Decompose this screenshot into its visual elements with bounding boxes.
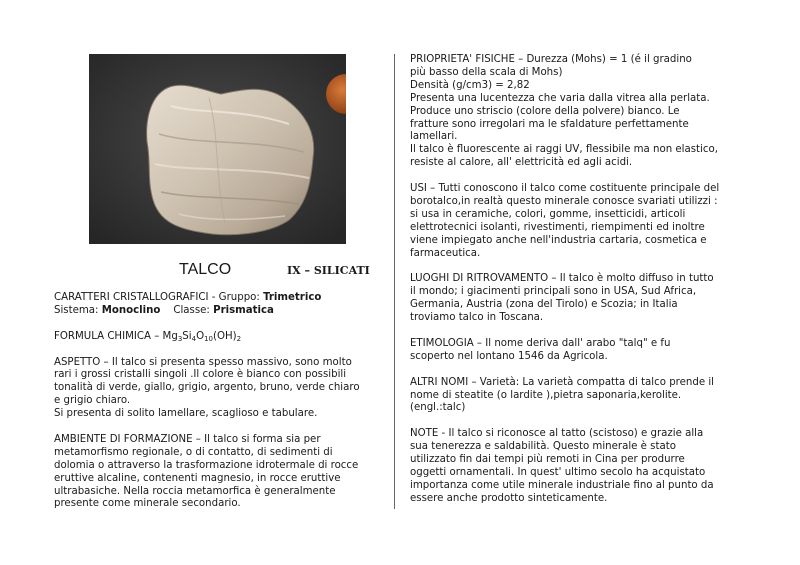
text-line: Presenta una lucentezza che varia dalla vitrea alla perlata. [410,92,710,104]
caratteri-cristallografici [54,292,379,318]
text-line: e grigio chiaro. [54,395,131,407]
text-line: più basso della scala di Mohs) [410,66,563,78]
formula-sub: 10 [204,334,214,343]
text-line: tonalità di verde, giallo, grigio, argento, bruno, verde chiaro [54,382,360,394]
altri-nomi-section [410,377,735,416]
text-line: Si presenta di solito lamellare, scaglioso e tabulare. [54,408,318,420]
text-line: presente come minerale secondario. [54,498,241,510]
formula-chimica [54,331,379,344]
text-line: LUOGHI DI RITROVAMENTO – Il talco è molto diffuso in tutto [410,273,714,285]
text-line: eruttive alcaline, contenenti magnesio, in rocce eruttive [54,472,341,484]
formula-part: Si [182,330,192,342]
text-line: si usa in ceramiche, colori, gomme, insetticidi, articoli [410,208,686,220]
text-line: metamorfismo regionale, o di contatto, di sedimenti di [54,446,333,458]
text-line: dolomia o attraverso la trasformazione idrotermale di rocce [54,459,359,471]
text-line: fratture sono irregolari ma le sfaldature perfettamente [410,118,689,130]
right-column [410,54,735,506]
text-line: NOTE - Il talco si riconosce al tatto (scistoso) e grazie alla [410,428,704,440]
text-line: troviamo talco in Toscana. [410,312,544,324]
sistema-label: Sistema: [54,304,102,316]
formula-part: O [196,330,205,342]
text-line: Germania, Austria (zona del Tirolo) e Scozia; in Italia [410,299,678,311]
text-line: utilizzato fin dai tempi più remoti in Cina per produrre [410,454,685,466]
luoghi-section [410,273,735,325]
formula-part: (OH) [213,330,237,342]
mineral-class: IX – SILICATI [287,264,370,277]
left-column [54,292,379,511]
aspetto-section [54,357,379,422]
formula-sub: 3 [177,334,183,343]
text-line: farmaceutica. [410,247,481,259]
text-line: scoperto nel lontano 1546 da Agricola. [410,350,608,362]
text-line: importanza come utile minerale industriale fino al punto da [410,479,714,491]
text-line: Produce uno striscio (colore della polvere) bianco. Le [410,105,680,117]
text-line: borotalco,in realtà questo minerale conosce svariati utilizzi : [410,195,718,207]
text-line: Densità (g/cm3) = 2,82 [410,79,530,91]
text-line: elettrotecnici isolanti, rivestimenti, riempimenti ed inoltre [410,221,705,233]
text-line: nome di steatite (o lardite ),pietra saponaria,kerolite. [410,389,682,401]
note-section [410,428,735,505]
formula-sub: 4 [191,334,197,343]
etimologia-section [410,338,735,364]
text-line: (engl.:talc) [410,402,466,414]
sistema-value: Monoclino [101,304,161,316]
text-line: viene impiegato anche nell'industria cartaria, cosmetica e [410,234,707,246]
mineral-title: TALCO [179,261,232,278]
formula-label: FORMULA CHIMICA – Mg [54,330,178,342]
text-line: il mondo; i giacimenti principali sono in USA, Sud Africa, [410,286,697,298]
formula-sub: 2 [236,334,242,343]
text-line: PRIOPRIETA' FISICHE – Durezza (Mohs) = 1 (é il gradino [410,54,692,65]
text-line: ALTRI NOMI – Varietà: La varietà compatta di talco prende il [410,376,714,388]
talc-mineral-photo [89,54,346,244]
text-line: oggetti ornamentali. In quest' ultimo secolo ha acquistato [410,466,706,478]
text-line: AMBIENTE DI FORMAZIONE – Il talco si forma sia per [54,433,321,445]
ambiente-section [54,434,379,511]
text-line: rari i grossi cristalli singoli .Il colore è bianco con possibili [54,369,347,381]
text-line: ASPETTO – Il talco si presenta spesso massivo, sono molto [54,356,352,368]
classe-label: Classe: [173,304,214,316]
usi-section [410,183,735,260]
column-divider [394,54,395,509]
text-line: sua tenerezza e saldabilità. Questo minerale è stato [410,441,676,453]
text-line: resiste al calore, all' elettricità ed agli acidi. [410,157,633,169]
text-line: ultrabasiche. Nella roccia metamorfica è generalmente [54,485,336,497]
text-line: Il talco è fluorescente ai raggi UV, flessibile ma non elastico, [410,144,718,156]
gruppo-value: Trimetrico [263,292,322,303]
text-line: USI – Tutti conoscono il talco come costituente principale del [410,183,720,195]
caratteri-label: CARATTERI CRISTALLOGRAFICI - Gruppo: [54,292,264,303]
classe-value: Prismatica [213,304,274,316]
text-line: lamellari. [410,131,458,143]
text-line: ETIMOLOGIA – Il nome deriva dall' arabo "talq" e fu [410,337,671,349]
proprieta-fisiche-section [410,54,735,170]
text-line: essere anche prodotto sinteticamente. [410,492,608,504]
